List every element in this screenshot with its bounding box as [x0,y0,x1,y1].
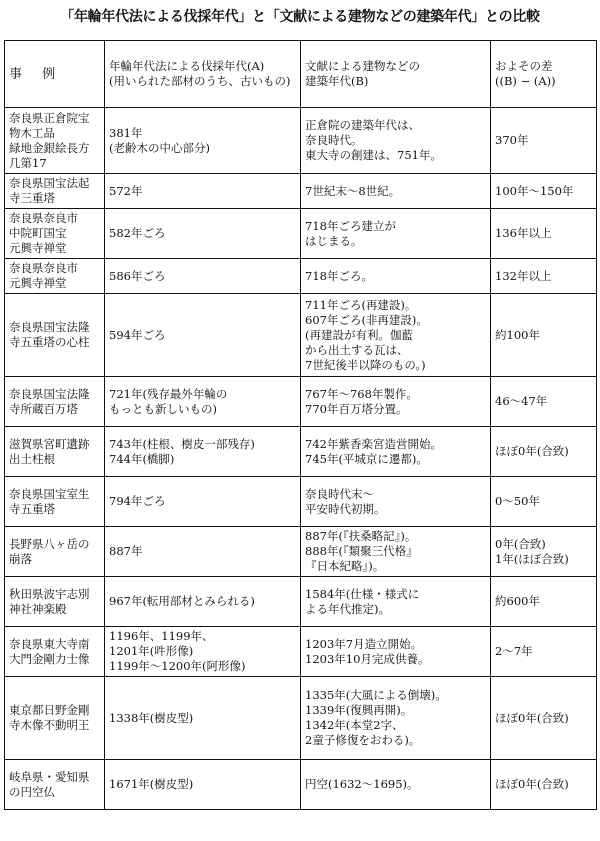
cell-literature-date-text: 742年紫香楽宮造営開始。 745年(平城京に遷都)。 [305,436,442,466]
cell-case-text: 奈良県奈良市 中院町国宝 元興寺禅堂 [9,211,78,255]
table-row [5,174,597,209]
cell-dendro-date [105,527,301,577]
cell-difference [491,627,597,677]
cell-case [5,209,105,259]
cell-case-text: 秋田県波宇志別 神社神楽殿 [9,586,90,616]
cell-literature-date-text: 718年ごろ建立が はじまる。 [305,218,396,248]
cell-case-text: 奈良県東大寺南 大門金剛力士像 [9,636,90,666]
cell-literature-date [301,760,491,810]
table-row [5,577,597,627]
cell-dendro-date [105,377,301,427]
table-body [5,108,597,810]
cell-dendro-date-text: 721年(残存最外年輪の もっとも新しいもの) [109,386,228,416]
cell-dendro-date-text: 586年ごろ [109,268,166,283]
cell-case [5,294,105,377]
cell-case [5,174,105,209]
cell-difference-text: 132年以上 [495,268,552,283]
cell-difference [491,677,597,760]
cell-literature-date-text: 7世紀末〜8世紀。 [305,183,401,198]
cell-case [5,259,105,294]
cell-difference [491,294,597,377]
cell-difference-text: ほぼ0年(合致) [495,710,569,725]
cell-difference-text: 0年(合致) 1年(ほぼ合致) [495,536,569,566]
cell-literature-date [301,527,491,577]
cell-dendro-date-text: 1196年、1199年、 1201年(吽形像) 1199年〜1200年(阿形像) [109,629,246,673]
table-header-row [5,41,597,108]
cell-difference [491,577,597,627]
cell-dendro-date-text: 967年(転用部材とみられる) [109,594,255,608]
header-case: 事 例 [5,41,105,108]
cell-case [5,427,105,477]
header-dendro-date: 年輪年代法による伐採年代(A) (用いられた部材のうち、古いもの) [105,41,301,108]
cell-literature-date [301,377,491,427]
cell-dendro-date-text: 1671年(樹皮型) [109,777,194,791]
cell-literature-date-text: 円空(1632〜1695)。 [305,777,419,791]
cell-dendro-date [105,760,301,810]
table-row [5,108,597,174]
table-row [5,427,597,477]
cell-literature-date [301,427,491,477]
cell-literature-date-text: 奈良時代末〜 平安時代初期。 [305,486,386,516]
cell-dendro-date-text: 381年 (老齢木の中心部分) [109,125,210,155]
header-literature-date: 文献による建物などの 建築年代(B) [301,41,491,108]
cell-case [5,760,105,810]
cell-literature-date [301,174,491,209]
cell-case [5,527,105,577]
table-row [5,377,597,427]
cell-difference [491,377,597,427]
cell-case [5,677,105,760]
cell-dendro-date [105,627,301,677]
cell-literature-date-text: 1335年(大風による倒壊)。 1339年(復興再開)。 1342年(本堂2字、 2童子修復をおわる)。 [305,688,447,747]
table-row [5,209,597,259]
cell-case-text: 滋賀県宮町遺跡 出土柱根 [9,436,90,466]
cell-case-text: 奈良県国宝法隆 寺所蔵百万塔 [9,386,90,416]
cell-case [5,377,105,427]
cell-case-text: 奈良県国宝法起 寺三重塔 [9,176,90,205]
table-row [5,627,597,677]
cell-difference [491,527,597,577]
table-row [5,760,597,810]
comparison-table [4,40,597,810]
cell-difference-text: 46〜47年 [495,394,548,408]
cell-literature-date-text: 887年(『扶桑略記』)。 888年(『類聚三代格』 『日本紀略』)。 [305,529,418,573]
cell-dendro-date [105,108,301,174]
cell-difference-text: 約600年 [495,594,540,608]
cell-difference [491,427,597,477]
header-difference: およその差 ((B) − (A)) [491,41,597,108]
cell-case-text: 奈良県奈良市 元興寺禅堂 [9,261,78,290]
cell-literature-date [301,477,491,527]
cell-case-text: 奈良県国宝室生 寺五重塔 [9,486,90,516]
cell-case-text: 奈良県正倉院宝 物木工品 緑地金銀絵長方 几第17 [9,110,90,170]
cell-case [5,108,105,174]
cell-case-text: 東京都日野金剛 寺木像不動明王 [9,703,90,732]
cell-literature-date [301,294,491,377]
cell-literature-date-text: 1203年7月造立開始。 1203年10月完成供養。 [305,636,430,666]
cell-case-text: 長野県八ヶ岳の 崩落 [9,536,90,566]
cell-literature-date-text: 718年ごろ。 [305,268,373,283]
cell-dendro-date [105,477,301,527]
table-row [5,259,597,294]
cell-difference-text: 100年〜150年 [495,183,574,198]
cell-literature-date-text: 正倉院の建築年代は、 奈良時代。 東大寺の創建は、751年。 [305,118,442,162]
cell-dendro-date-text: 1338年(樹皮型) [109,710,194,725]
cell-case [5,627,105,677]
cell-difference-text: 約100年 [495,327,540,342]
cell-literature-date-text: 1584年(仕様・様式に よる年代推定)。 [305,586,420,616]
cell-difference [491,209,597,259]
cell-difference-text: ほぼ0年(合致) [495,444,569,458]
cell-dendro-date [105,259,301,294]
cell-dendro-date [105,174,301,209]
table-row [5,294,597,377]
cell-literature-date [301,627,491,677]
cell-dendro-date-text: 572年 [109,183,143,198]
cell-difference-text: ほぼ0年(合致) [495,777,569,791]
cell-dendro-date-text: 582年ごろ [109,226,166,240]
cell-difference [491,259,597,294]
cell-case-text: 奈良県国宝法隆 寺五重塔の心柱 [9,320,90,349]
cell-literature-date [301,577,491,627]
cell-difference-text: 2〜7年 [495,644,533,658]
page-title: 「年輪年代法による伐採年代」と「文献による建物などの建築年代」との比較 [60,9,540,25]
cell-dendro-date [105,677,301,760]
cell-literature-date-text: 711年ごろ(再建設)。 607年ごろ(非再建設)。 (再建設が有利。伽藍 から出土する瓦は、 7世紀後半以降のもの。) [305,297,428,372]
cell-literature-date [301,677,491,760]
cell-dendro-date [105,294,301,377]
cell-literature-date [301,108,491,174]
cell-case-text: 岐阜県・愛知県 の円空仏 [9,769,90,799]
cell-difference-text: 370年 [495,133,529,147]
cell-dendro-date [105,577,301,627]
cell-dendro-date [105,209,301,259]
cell-difference [491,477,597,527]
cell-dendro-date-text: 794年ごろ [109,494,166,508]
table-row [5,527,597,577]
cell-difference-text: 136年以上 [495,226,552,240]
cell-difference-text: 0〜50年 [495,494,540,508]
cell-literature-date [301,259,491,294]
cell-dendro-date-text: 887年 [109,544,143,558]
table-row [5,477,597,527]
cell-dendro-date [105,427,301,477]
cell-literature-date-text: 767年〜768年製作。 770年百万塔分置。 [305,386,418,416]
table-row [5,677,597,760]
cell-dendro-date-text: 743年(柱根、樹皮一部残存) 744年(橋脚) [109,436,255,466]
cell-case [5,577,105,627]
cell-difference [491,174,597,209]
cell-literature-date [301,209,491,259]
cell-dendro-date-text: 594年ごろ [109,327,166,342]
cell-case [5,477,105,527]
cell-difference [491,760,597,810]
cell-difference [491,108,597,174]
